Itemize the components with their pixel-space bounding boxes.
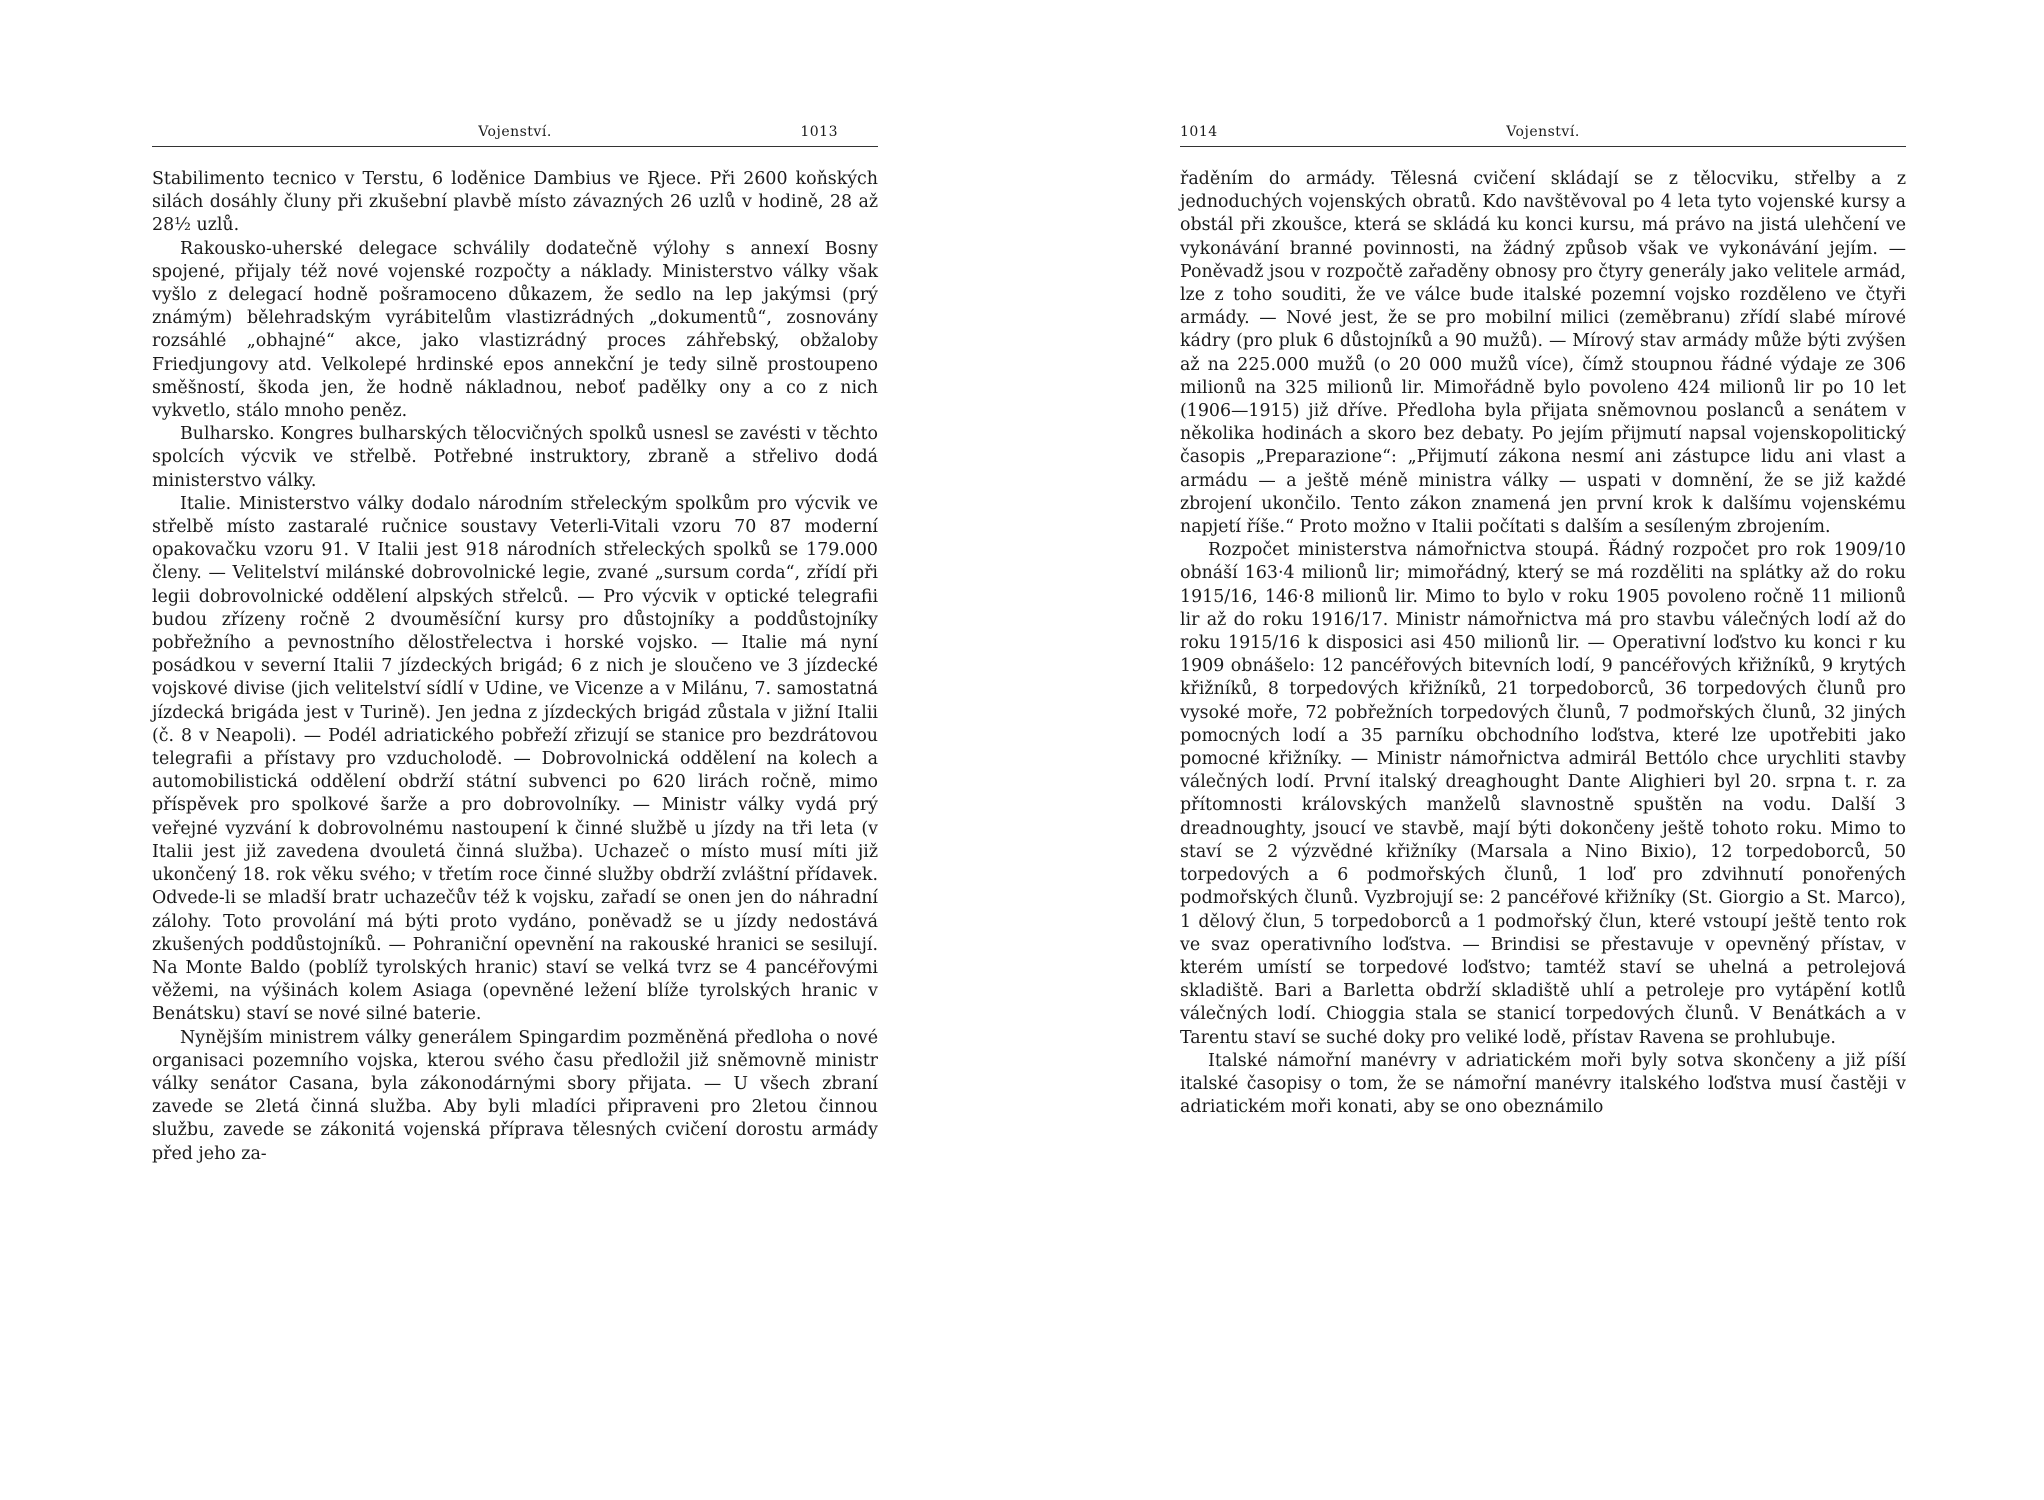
left-paragraph-1: Stabilimento tecnico v Terstu, 6 loděnice Dambius ve Rjece. Při 2600 koňských silách dosáhly čluny při zkušební plavbě místo závazných 26 uzlů v hodině, 28 až 28½ uzlů. — [152, 169, 878, 236]
right-paragraph-2: Rozpočet ministerstva námořnictva stoupá. Řádný rozpočet pro rok 1909/10 obnáší 163·4 milionů lir; mimořádný, který se má rozděliti na splátky až do roku 1915/16, 146·8 milionů lir. Mimo to bylo v roku 1905 povoleno ročně 11 milionů lir až do roku 1916/17. Ministr námořnictva má pro stavbu válečných lodí až do roku 1915/16 k disposici asi 450 milionů lir. — Operativní loďstvo ku konci r ku 1909 obnášelo: 12 pancéřových bitevních lodí, 9 pancéřových křižníků, 9 krytých křižníků, 8 torpedových křižníků, 21 torpedoborců, 36 torpedových člunů pro vysoké moře, 72 pobřežních torpedových člunů, 7 podmořských člunů, 32 jiných pomocných lodí a 35 parníku obchodního loďstva, které lze upotřebiti jako pomocné křižníky. — Ministr námořnictva admirál Bettólo chce urychliti stavby válečných lodí. První italský dreaghought Dante Alighieri byl 20. srpna t. r. za přítomnosti královských manželů slavnostně spuštěn na vodu. Další 3 dreadnoughty, jsoucí ve stavbě, mají býti dokončeny ještě tohoto roku. Mimo to staví se 2 výzvědné křižníky (Marsala a Nino Bixio), 12 torpedoborců, 50 torpedových a 6 podmořských člunů, 1 loď pro zdvihnutí ponořených podmořských člunů. Vyzbrojují se: 2 pancéřové křižníky (St. Giorgio a St. Marco), 1 dělový člun, 5 torpedoborců a 1 podmořský člun, které vstoupí ještě tento rok ve svaz operativního loďstva. — Brindisi se přestavuje v opevněný přístav, v kterém umístí se torpedové loďstvo; tamtéž staví se uhelná a petrolejová skladiště. Bari a Barletta obdrží skladiště uhlí a petroleje pro vytápění kotlů válečných lodí. Chioggia stala se stanicí torpedových člunů. V Benátkách a v Tarentu staví se suché doky pro veliké lodě, přístav Ravena se prohlubuje. — [1180, 540, 1906, 1048]
right-paragraph-3: Italské námořní manévry v adriatickém moři byly sotva skončeny a již píší italské časopisy o tom, že se námořní manévry italského loďstva musí častěji v adriatickém moři konati, aby se ono obeznámilo — [1180, 1050, 1906, 1118]
right-page-header — [1180, 122, 1906, 147]
left-paragraph-4: Italie. Ministerstvo války dodalo národním střeleckým spolkům pro výcvik ve střelbě místo zastaralé ručnice soustavy Veterli-Vitali vzoru 70 87 moderní opakovačku vzoru 91. V Italii jest 918 národních střeleckých spolků se 179.000 členy. — Velitelství milánské dobrovolnické legie, zvané „sursum corda“, zřídí při legii dobrovolnické oddělení alpských střelců. — Pro výcvik v optické telegrafii budou zřízeny ročně 2 dvouměsíční kursy pro důstojníky a poddůstojníky pobřežního a pevnostního dělostřelectva i horské vojsko. — Italie má nyní posádkou v severní Italii 7 jízdeckých brigád; 6 z nich je sloučeno ve 3 jízdecké vojskové divise (jich velitelství sídlí v Udine, ve Vicenze a v Milánu, 7. samostatná jízdecká brigáda jest v Turině). Jen jedna z jízdeckých brigád zůstala v jižní Italii (č. 8 v Neapoli). — Podél adriatického pobřeží zřizují se stanice pro bezdrátovou telegrafii a přístavy pro vzducholodě. — Dobrovolnická oddělení na kolech a automobilistická oddělení obdrží státní subvenci po 620 lirách ročně, mimo příspěvek pro spolkové šarže a pro dobrovolníky. — Ministr války vydá prý veřejné vyzvání k dobrovolnému nastoupení k činné službě u jízdy na tři leta (v Italii jest již zavedena dvouletá činná služba). Uchazeč o místo musí míti již ukončený 18. rok věku svého; v třetím roce činné služby obdrží zvláštní přídavek. Odvede-li se mladší bratr uchazečův též k vojsku, zařadí se onen jen do náhradní zálohy. Toto provolání má býti proto vydáno, poněvadž se u jízdy nedostává zkušených poddůstojníků. — Pohraniční opevnění na rakouské hranici se sesilují. Na Monte Baldo (poblíž tyrolských hranic) staví se velká tvrz se 4 pancéřovými věžemi, na výšinách kolem Asiaga (opevněné ležení blíže tyrolských hranic v Benátsku) staví se nové silné baterie. — [152, 493, 878, 1025]
left-running-title: Vojenství. — [478, 124, 552, 140]
right-running-title: Vojenství. — [1506, 124, 1580, 140]
right-page-number: 1014 — [1180, 124, 1218, 140]
left-paragraph-5: Nynějším ministrem války generálem Spingardim pozměněná předloha o nové organisaci pozemního vojska, kterou svého času předložil již sněmovně ministr války senátor Casana, byla zákonodárnými sbory přijata. — U všech zbraní zavede se 2letá činná služba. Aby byli mladíci připraveni pro 2letou činnou službu, zavede se zákonitá vojenská příprava tělesných cvičení dorostu armády před jeho za- — [152, 1027, 878, 1164]
left-paragraph-3: Bulharsko. Kongres bulharských tělocvičných spolků usnesl se zavésti v těchto spolcích výcvik ve střelbě. Potřebné instruktory, zbraně a střelivo dodá ministerstvo války. — [152, 424, 878, 491]
right-paragraph-1: řaděním do armády. Tělesná cvičení skládají se z tělocviku, střelby a z jednoduchých vojenských obratů. Kdo navštěvoval po 4 leta tyto vojenské kursy a obstál při zkoušce, která se skládá ku konci kursu, má právo na jistá ulehčení ve vykonávání branné povinnosti, na žádný způsob však ve vykonávání jejím. — Poněvadž jsou v rozpočtě zařaděny obnosy pro čtyry generály jako velitele armád, lze z toho souditi, že ve válce bude italské pozemní vojsko rozděleno ve čtyři armády. — Nové jest, že se pro mobilní milici (zeměbranu) zřídí slabé mírové kádry (pro pluk 6 důstojníků a 90 mužů). — Mírový stav armády může býti zvýšen až na 225.000 mužů (o 20 000 mužů více), čímž stoupnou řádné výdaje ze 306 milionů na 325 milionů lir. Mimořádně bylo povoleno 424 milionů lir po 10 let (1906—1915) již dříve. Předloha byla přijata sněmovnou poslanců a senátem v několika hodinách a skoro bez debaty. Po jejím přijmutí napsal vojenskopolitický časopis „Preparazione“: „Přijmutí zákona nesmí ani zástupce lidu ani vlast a armádu — a ještě méně ministra války — uspati v domnění, že se již každé zbrojení ukončilo. Tento zákon znamená jen první krok k dalšímu vojenskému napjetí říše.“ Proto možno v Italii počítati s dalším a sesíleným zbrojením. — [1180, 169, 1906, 538]
left-paragraph-2: Rakousko-uherské delegace schválily dodatečně výlohy s annexí Bosny spojené, přijaly též nové vojenské rozpočty a náklady. Ministerstvo války však vyšlo z delegací hodně pošramoceno důkazem, že sedlo na lep jakýmsi (prý známým) bělehradským vyrábitelům vlastizrádných „dokumentů“, zosnovány rozsáhlé „obhajné“ akce, jako vlastizrádný proces záhřebský, obžaloby Friedjungovy atd. Velkolepé hrdinské epos annekční je tedy silně prostoupeno směšností, škoda jen, že hodně nákladnou, neboť padělky ony a co z nich vykvetlo, stálo mnoho peněz. — [152, 238, 878, 422]
left-page-body — [152, 168, 878, 1166]
right-page-body — [1180, 168, 1906, 1119]
left-page-header — [152, 122, 878, 147]
left-page-number: 1013 — [800, 124, 838, 140]
